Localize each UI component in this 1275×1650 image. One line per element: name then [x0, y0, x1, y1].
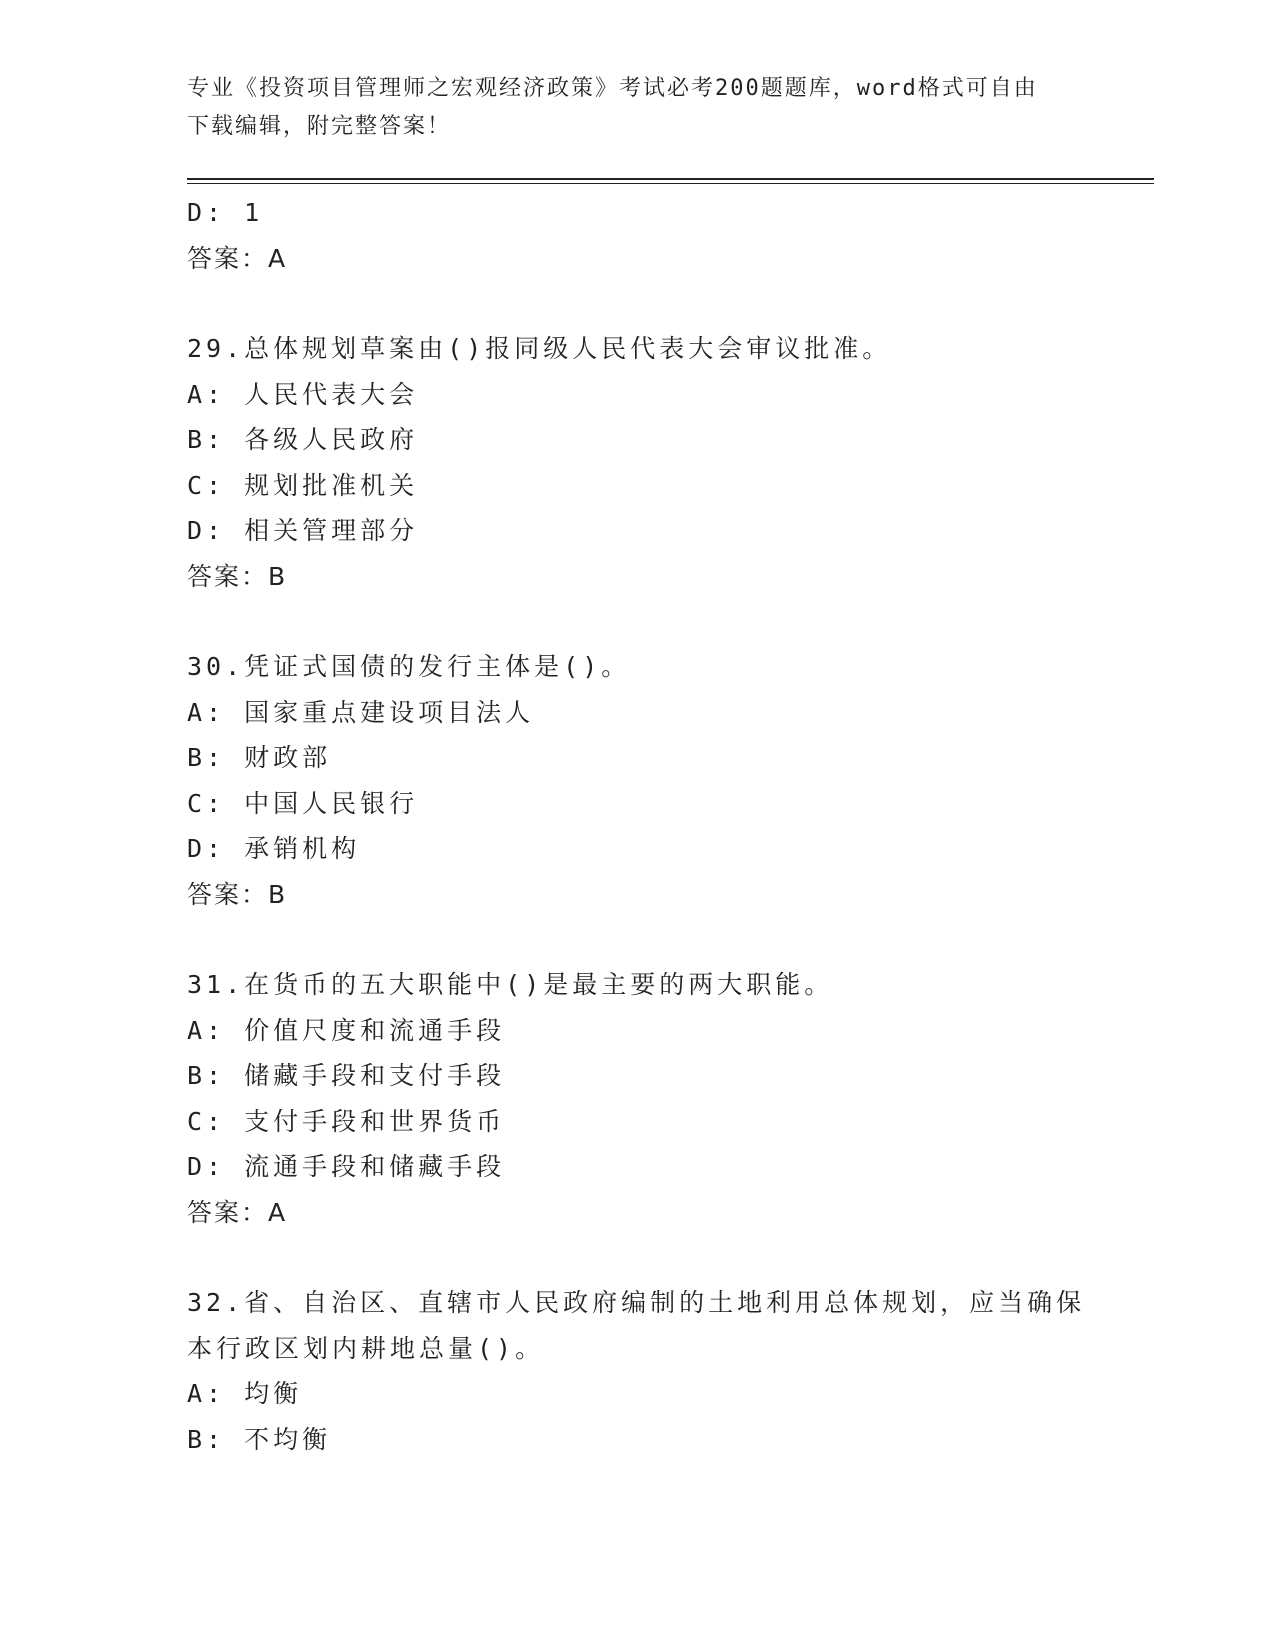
answer-line: 答案：A — [187, 1197, 288, 1227]
answer-line: 答案：A — [187, 243, 288, 273]
option-d: D: 承销机构 — [187, 834, 361, 863]
option-b: B: 各级人民政府 — [187, 425, 419, 454]
question-stem: 31.在货币的五大职能中()是最主要的两大职能。 — [187, 970, 834, 999]
option-c: C: 规划批准机关 — [187, 470, 419, 500]
header-line-1: 专业《投资项目管理师之宏观经济政策》考试必考200题题库，word格式可自由 — [187, 76, 1038, 101]
option-d: D: 1 — [187, 198, 264, 227]
question-32 — [187, 1280, 1087, 1462]
option-a: A: 国家重点建设项目法人 — [187, 697, 535, 727]
header-line-2: 下载编辑，附完整答案！ — [187, 114, 452, 139]
option-d: D: 相关管理部分 — [187, 516, 419, 545]
question-30 — [187, 644, 1087, 917]
option-b: B: 储藏手段和支付手段 — [187, 1061, 506, 1090]
question-stem-line-2: 本行政区划内耕地总量()。 — [187, 1333, 545, 1363]
question-31 — [187, 962, 1087, 1235]
question-stem: 29.总体规划草案由()报同级人民代表大会审议批准。 — [187, 334, 892, 363]
option-b: B: 财政部 — [187, 743, 332, 772]
option-a: A: 人民代表大会 — [187, 379, 419, 409]
option-d: D: 流通手段和储藏手段 — [187, 1152, 506, 1181]
option-a: A: 价值尺度和流通手段 — [187, 1015, 506, 1045]
question-list — [187, 190, 1087, 1462]
answer-line: 答案：B — [187, 561, 288, 591]
option-a: A: 均衡 — [187, 1379, 303, 1408]
option-c: C: 支付手段和世界货币 — [187, 1106, 506, 1136]
question-29 — [187, 326, 1087, 599]
question-stem: 30.凭证式国债的发行主体是()。 — [187, 652, 631, 681]
option-b: B: 不均衡 — [187, 1424, 332, 1454]
header-rule-thin — [187, 183, 1154, 184]
header-rule-thick — [187, 178, 1154, 180]
answer-line: 答案：B — [187, 879, 288, 909]
document-header — [187, 70, 1087, 146]
option-c: C: 中国人民银行 — [187, 788, 419, 818]
question-stem-line-1: 32.省、自治区、直辖市人民政府编制的土地利用总体规划，应当确保 — [187, 1288, 1086, 1317]
